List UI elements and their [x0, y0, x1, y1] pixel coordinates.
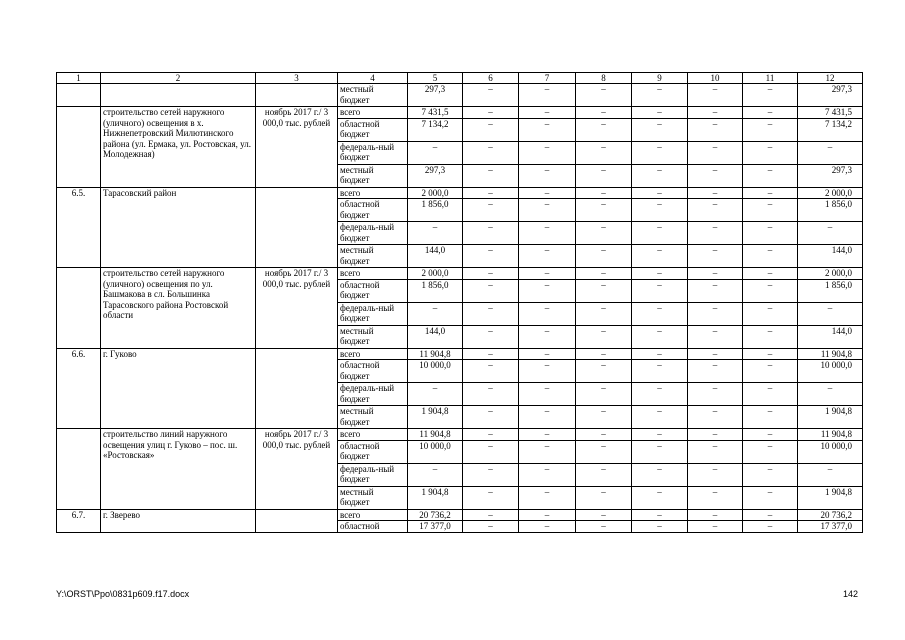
value-col7: – — [519, 325, 576, 348]
total-row — [57, 509, 863, 521]
value-col8: – — [576, 325, 632, 348]
value-col5: 144,0 — [408, 245, 463, 268]
value-col8: – — [576, 107, 632, 119]
value-col11: – — [743, 360, 798, 383]
value-col12: 1 856,0 — [798, 279, 863, 302]
district-name: г. Зверево — [101, 509, 256, 532]
district-name: Тарасовский район — [101, 187, 256, 268]
value-col12: 10 000,0 — [798, 440, 863, 463]
value-col9: – — [632, 141, 688, 164]
value-col11: – — [743, 440, 798, 463]
value-col5: 1 904,8 — [408, 406, 463, 429]
value-col7: – — [519, 222, 576, 245]
value-col10: – — [688, 141, 743, 164]
value-col12: – — [798, 463, 863, 486]
value-col11: – — [743, 107, 798, 119]
value-col10: – — [688, 486, 743, 509]
value-col8: – — [576, 84, 632, 107]
value-col12: 7 134,2 — [798, 118, 863, 141]
value-col7: – — [519, 509, 576, 521]
value-col8: – — [576, 245, 632, 268]
value-col5: 11 904,8 — [408, 429, 463, 441]
total-row — [57, 268, 863, 280]
value-col11: – — [743, 141, 798, 164]
value-col10: – — [688, 199, 743, 222]
value-col6: – — [463, 245, 519, 268]
budget-type-label: федераль-ный бюджет — [338, 222, 408, 245]
value-col12: 144,0 — [798, 245, 863, 268]
value-col11: – — [743, 302, 798, 325]
value-col8: – — [576, 199, 632, 222]
value-col9: – — [632, 245, 688, 268]
period-cost — [256, 84, 338, 107]
value-col10: – — [688, 360, 743, 383]
budget-type-label: местный бюджет — [338, 486, 408, 509]
value-col6: – — [463, 325, 519, 348]
row-number — [57, 107, 101, 188]
value-col7: – — [519, 406, 576, 429]
project-name: строительство сетей наружного (уличного) освещения в х. Нижнепетровский Милютинского района (ул. Ермака, ул. Ростовская, ул. Молодежная) — [101, 107, 256, 188]
value-col12: 10 000,0 — [798, 360, 863, 383]
budget-type-label: всего — [338, 509, 408, 521]
value-col8: – — [576, 429, 632, 441]
value-col10: – — [688, 383, 743, 406]
header-cell-8: 8 — [576, 73, 632, 84]
value-col9: – — [632, 118, 688, 141]
value-col10: – — [688, 268, 743, 280]
value-col6: – — [463, 141, 519, 164]
value-col6: – — [463, 486, 519, 509]
value-col11: – — [743, 164, 798, 187]
value-col10: – — [688, 521, 743, 533]
value-col11: – — [743, 199, 798, 222]
value-col8: – — [576, 302, 632, 325]
value-col9: – — [632, 360, 688, 383]
value-col8: – — [576, 440, 632, 463]
header-cell-4: 4 — [338, 73, 408, 84]
value-col6: – — [463, 222, 519, 245]
value-col7: – — [519, 429, 576, 441]
period-cost: ноябрь 2017 г./ 3 000,0 тыс. рублей — [256, 429, 338, 510]
value-col7: – — [519, 141, 576, 164]
value-col6: – — [463, 107, 519, 119]
total-row — [57, 107, 863, 119]
object-name — [101, 84, 256, 107]
value-col9: – — [632, 84, 688, 107]
budget-type-label: местный бюджет — [338, 84, 408, 107]
value-col10: – — [688, 325, 743, 348]
project-name: строительство сетей наружного (уличного) освещения по ул. Башмакова в сл. Большинка Тарасовского района Ростовской области — [101, 268, 256, 349]
value-col11: – — [743, 406, 798, 429]
value-col7: – — [519, 383, 576, 406]
value-col7: – — [519, 302, 576, 325]
value-col11: – — [743, 463, 798, 486]
value-col7: – — [519, 486, 576, 509]
value-col10: – — [688, 222, 743, 245]
value-col7: – — [519, 107, 576, 119]
period-cost — [256, 348, 338, 429]
value-col7: – — [519, 348, 576, 360]
value-col12: 144,0 — [798, 325, 863, 348]
value-col8: – — [576, 222, 632, 245]
value-col8: – — [576, 360, 632, 383]
value-col11: – — [743, 509, 798, 521]
row-number: 6.5. — [57, 187, 101, 268]
row-number: 6.6. — [57, 348, 101, 429]
value-col5: – — [408, 141, 463, 164]
value-col9: – — [632, 486, 688, 509]
local-budget-row — [57, 84, 863, 107]
value-col7: – — [519, 440, 576, 463]
value-col10: – — [688, 429, 743, 441]
budget-type-label: областной бюджет — [338, 360, 408, 383]
value-col12: – — [798, 383, 863, 406]
value-col11: – — [743, 245, 798, 268]
value-col11: – — [743, 486, 798, 509]
value-col6: – — [463, 406, 519, 429]
budget-type-label: областной — [338, 521, 408, 533]
budget-type-label: федераль-ный бюджет — [338, 463, 408, 486]
value-col6: – — [463, 302, 519, 325]
value-col9: – — [632, 107, 688, 119]
period-cost — [256, 187, 338, 268]
header-cell-6: 6 — [463, 73, 519, 84]
value-col7: – — [519, 245, 576, 268]
value-col11: – — [743, 222, 798, 245]
header-row — [57, 73, 863, 84]
value-col8: – — [576, 348, 632, 360]
value-col7: – — [519, 199, 576, 222]
value-col12: 11 904,8 — [798, 429, 863, 441]
value-col9: – — [632, 199, 688, 222]
total-row — [57, 187, 863, 199]
budget-type-label: всего — [338, 348, 408, 360]
value-col6: – — [463, 348, 519, 360]
value-col8: – — [576, 187, 632, 199]
value-col12: 2 000,0 — [798, 268, 863, 280]
value-col7: – — [519, 268, 576, 280]
value-col11: – — [743, 84, 798, 107]
value-col12: 1 904,8 — [798, 486, 863, 509]
value-col10: – — [688, 164, 743, 187]
value-col12: 7 431,5 — [798, 107, 863, 119]
budget-type-label: местный бюджет — [338, 406, 408, 429]
value-col6: – — [463, 509, 519, 521]
value-col12: 2 000,0 — [798, 187, 863, 199]
header-cell-3: 3 — [256, 73, 338, 84]
value-col12: – — [798, 302, 863, 325]
value-col8: – — [576, 164, 632, 187]
value-col10: – — [688, 279, 743, 302]
value-col12: 297,3 — [798, 164, 863, 187]
value-col5: 20 736,2 — [408, 509, 463, 521]
period-cost — [256, 509, 338, 532]
value-col12: – — [798, 141, 863, 164]
budget-type-label: областной бюджет — [338, 199, 408, 222]
value-col5: 7 134,2 — [408, 118, 463, 141]
value-col5: 7 431,5 — [408, 107, 463, 119]
value-col11: – — [743, 187, 798, 199]
header-cell-9: 9 — [632, 73, 688, 84]
budget-type-label: федераль-ный бюджет — [338, 383, 408, 406]
value-col8: – — [576, 279, 632, 302]
budget-type-label: местный бюджет — [338, 164, 408, 187]
value-col11: – — [743, 429, 798, 441]
header-cell-7: 7 — [519, 73, 576, 84]
value-col6: – — [463, 187, 519, 199]
budget-type-label: всего — [338, 187, 408, 199]
value-col8: – — [576, 268, 632, 280]
value-col9: – — [632, 268, 688, 280]
value-col5: 297,3 — [408, 164, 463, 187]
budget-type-label: всего — [338, 429, 408, 441]
value-col6: – — [463, 463, 519, 486]
budget-type-label: местный бюджет — [338, 325, 408, 348]
value-col6: – — [463, 279, 519, 302]
value-col9: – — [632, 325, 688, 348]
value-col6: – — [463, 360, 519, 383]
table-body — [57, 73, 863, 533]
value-col12: 1 904,8 — [798, 406, 863, 429]
value-col5: 297,3 — [408, 84, 463, 107]
value-col5: 10 000,0 — [408, 440, 463, 463]
value-col7: – — [519, 164, 576, 187]
value-col6: – — [463, 383, 519, 406]
value-col5: 11 904,8 — [408, 348, 463, 360]
period-cost: ноябрь 2017 г./ 3 000,0 тыс. рублей — [256, 107, 338, 188]
period-cost: ноябрь 2017 г./ 3 000,0 тыс. рублей — [256, 268, 338, 349]
value-col7: – — [519, 360, 576, 383]
value-col10: – — [688, 187, 743, 199]
value-col9: – — [632, 440, 688, 463]
value-col5: – — [408, 222, 463, 245]
value-col5: 1 904,8 — [408, 486, 463, 509]
value-col7: – — [519, 118, 576, 141]
value-col8: – — [576, 118, 632, 141]
budget-type-label: местный бюджет — [338, 245, 408, 268]
value-col9: – — [632, 406, 688, 429]
row-number — [57, 84, 101, 107]
value-col10: – — [688, 245, 743, 268]
header-cell-12: 12 — [798, 73, 863, 84]
value-col12: 20 736,2 — [798, 509, 863, 521]
value-col8: – — [576, 486, 632, 509]
budget-type-label: областной бюджет — [338, 279, 408, 302]
value-col8: – — [576, 383, 632, 406]
footer-file-path: Y:\ORST\Ppo\0831p609.f17.docx — [56, 589, 190, 599]
total-row — [57, 348, 863, 360]
value-col9: – — [632, 279, 688, 302]
value-col7: – — [519, 521, 576, 533]
value-col5: – — [408, 383, 463, 406]
footer-page-number: 142 — [842, 589, 858, 599]
value-col8: – — [576, 463, 632, 486]
value-col5: 144,0 — [408, 325, 463, 348]
budget-type-label: федераль-ный бюджет — [338, 302, 408, 325]
header-cell-5: 5 — [408, 73, 463, 84]
total-row — [57, 429, 863, 441]
value-col10: – — [688, 406, 743, 429]
value-col9: – — [632, 463, 688, 486]
value-col11: – — [743, 348, 798, 360]
value-col10: – — [688, 302, 743, 325]
value-col6: – — [463, 268, 519, 280]
value-col7: – — [519, 463, 576, 486]
budget-type-label: всего — [338, 107, 408, 119]
value-col5: – — [408, 463, 463, 486]
value-col8: – — [576, 521, 632, 533]
budget-type-label: федераль-ный бюджет — [338, 141, 408, 164]
value-col9: – — [632, 302, 688, 325]
value-col9: – — [632, 187, 688, 199]
value-col9: – — [632, 521, 688, 533]
value-col10: – — [688, 118, 743, 141]
value-col11: – — [743, 279, 798, 302]
budget-type-label: всего — [338, 268, 408, 280]
value-col12: 11 904,8 — [798, 348, 863, 360]
value-col5: – — [408, 302, 463, 325]
value-col11: – — [743, 383, 798, 406]
value-col10: – — [688, 84, 743, 107]
value-col8: – — [576, 509, 632, 521]
header-cell-2: 2 — [101, 73, 256, 84]
value-col5: 10 000,0 — [408, 360, 463, 383]
value-col8: – — [576, 141, 632, 164]
value-col5: 1 856,0 — [408, 199, 463, 222]
value-col6: – — [463, 118, 519, 141]
value-col6: – — [463, 429, 519, 441]
value-col10: – — [688, 509, 743, 521]
value-col8: – — [576, 406, 632, 429]
value-col9: – — [632, 429, 688, 441]
budget-type-label: областной бюджет — [338, 440, 408, 463]
value-col9: – — [632, 348, 688, 360]
value-col5: 1 856,0 — [408, 279, 463, 302]
value-col5: 2 000,0 — [408, 187, 463, 199]
header-cell-1: 1 — [57, 73, 101, 84]
district-name: г. Гуково — [101, 348, 256, 429]
value-col11: – — [743, 118, 798, 141]
project-name: строительство линий наружного освещения улиц г. Гуково – пос. ш. «Ростовская» — [101, 429, 256, 510]
value-col9: – — [632, 509, 688, 521]
value-col6: – — [463, 521, 519, 533]
value-col12: 1 856,0 — [798, 199, 863, 222]
value-col7: – — [519, 84, 576, 107]
header-cell-10: 10 — [688, 73, 743, 84]
value-col6: – — [463, 440, 519, 463]
row-number — [57, 429, 101, 510]
budget-table — [56, 72, 863, 533]
value-col7: – — [519, 279, 576, 302]
value-col7: – — [519, 187, 576, 199]
row-number: 6.7. — [57, 509, 101, 532]
budget-type-label: областной бюджет — [338, 118, 408, 141]
value-col10: – — [688, 348, 743, 360]
value-col6: – — [463, 84, 519, 107]
value-col12: 17 377,0 — [798, 521, 863, 533]
value-col10: – — [688, 440, 743, 463]
value-col5: 2 000,0 — [408, 268, 463, 280]
value-col10: – — [688, 107, 743, 119]
value-col9: – — [632, 164, 688, 187]
value-col11: – — [743, 268, 798, 280]
value-col6: – — [463, 164, 519, 187]
row-number — [57, 268, 101, 349]
value-col12: 297,3 — [798, 84, 863, 107]
value-col9: – — [632, 383, 688, 406]
value-col10: – — [688, 463, 743, 486]
value-col11: – — [743, 325, 798, 348]
header-cell-11: 11 — [743, 73, 798, 84]
value-col11: – — [743, 521, 798, 533]
value-col12: – — [798, 222, 863, 245]
value-col6: – — [463, 199, 519, 222]
value-col9: – — [632, 222, 688, 245]
value-col5: 17 377,0 — [408, 521, 463, 533]
